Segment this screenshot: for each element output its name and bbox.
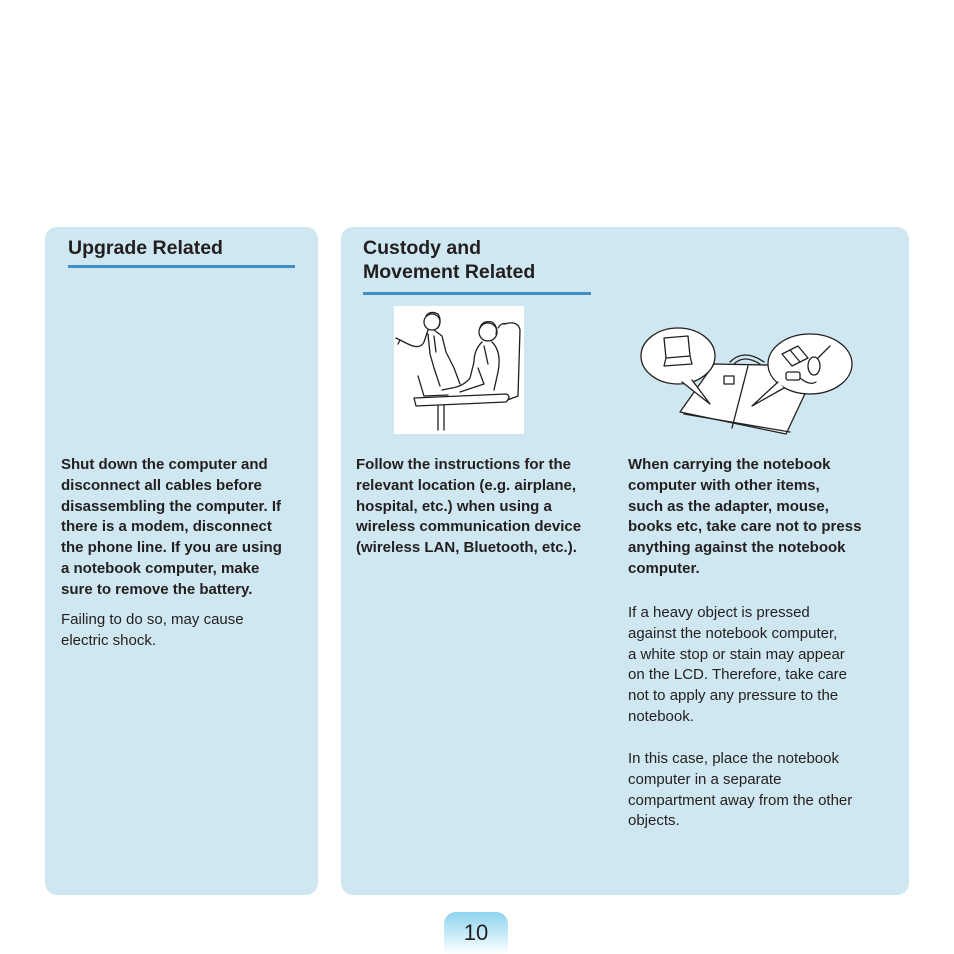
custody-wireless-instruction: Follow the instructions for the relevant location (e.g. airplane, hospital, etc.) when using a wireless communication device (wireless LAN, Bluetooth, etc.). [356, 456, 582, 557]
custody-pressure-note: If a heavy object is pressed against the notebook computer, a white stop or stain may appear on the LCD. Therefore, take care not to apply any pressure to the notebook. [628, 604, 848, 725]
airplane-illustration-icon [394, 306, 524, 434]
custody-heading-line1: Custody and [363, 237, 482, 259]
upgrade-heading-rule [68, 265, 295, 268]
upgrade-heading: Upgrade Related [68, 237, 223, 259]
carrying-bag-illustration-icon [640, 326, 854, 436]
custody-heading-line2: Movement Related [363, 261, 536, 283]
custody-carrying-instruction: When carrying the notebook computer with other items, such as the adapter, mouse, books etc, take care not to press anything against the notebook computer. [628, 456, 862, 577]
custody-compartment-note: In this case, place the notebook computer in a separate compartment away from the other objects. [628, 750, 853, 830]
page-number: 10 [463, 920, 489, 945]
custody-heading-rule [363, 292, 591, 295]
upgrade-warning: Failing to do so, may cause electric shock. [61, 611, 244, 649]
upgrade-instruction: Shut down the computer and disconnect all cables before disassembling the computer. If there is a modem, disconnect the phone line. If you are using a notebook computer, make sure to remove the battery. [61, 456, 282, 598]
custody-heading [363, 236, 535, 284]
